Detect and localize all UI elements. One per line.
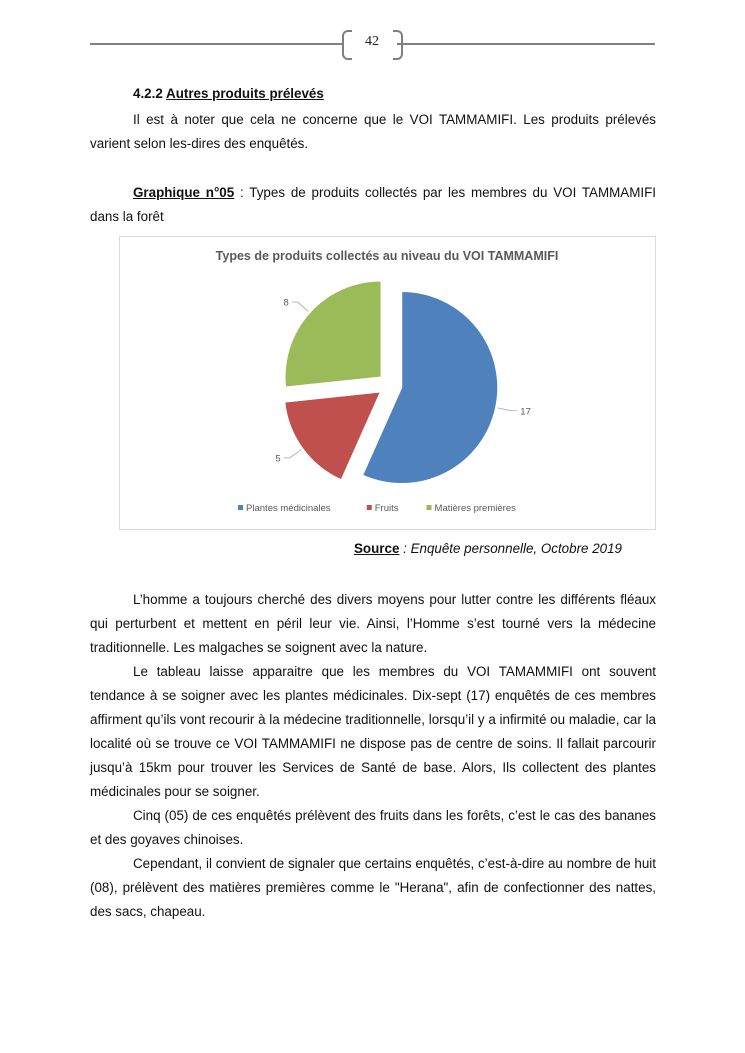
legend-swatch-plantes-medicinales: [238, 505, 243, 510]
pie-chart-frame: [119, 236, 656, 530]
pie-slice-plantes-medicinales: [363, 291, 498, 483]
data-label-leader-matieres-premieres: [292, 302, 308, 311]
paragraph-1: L’homme a toujours cherché des divers moyens pour lutter contre les différents fléaux qui perturbent et mettent en péril leur vie. Ainsi, l’Homme s’est tourné vers la médecine traditionnelle. Les malgaches se soignent avec la nature.: [90, 592, 656, 655]
pie-chart: [120, 237, 655, 529]
intro-paragraph: Il est à noter que cela ne concerne que le VOI TAMMAMIFI. Les produits prélevés varient selon les-dires des enquêtés.: [90, 112, 656, 151]
pie-slice-matieres-premieres: [285, 281, 381, 387]
legend-label-fruits: Fruits: [374, 503, 399, 514]
page-number-bracket-right: [393, 30, 403, 60]
page-number-bracket-left: [342, 30, 352, 60]
body-text: [90, 588, 656, 924]
paragraph-2: Le tableau laisse apparaitre que les membres du VOI TAMAMMIFI ont souvent tendance à se soigner avec les plantes médicinales. Dix-sept (17) enquêtés de ces membres affirment qu’ils vont recourir à la médecine traditionnelle, lorsqu’il y a infirmité ou maladie, car la localité où se trouve ce VOI TAMMAMIFI ne dispose pas de centre de soins. Il fallait parcourir jusqu’à 15km pour trouver les Services de Santé de base. Alors, Ils collectent des plantes médicinales pour se soigner.: [90, 664, 656, 799]
section-number: 4.2.2: [133, 86, 163, 101]
header-rule-right: [397, 43, 655, 45]
paragraph-3: Cinq (05) de ces enquêtés prélèvent des fruits dans les forêts, c’est le cas des bananes et des goyaves chinoises.: [90, 808, 656, 847]
data-label-matieres-premieres: 8: [283, 297, 289, 309]
legend-swatch-matieres-premieres: [427, 505, 432, 510]
legend-swatch-fruits: [367, 505, 372, 510]
pie-slice-fruits: [285, 392, 380, 480]
legend-label-plantes-medicinales: Plantes médicinales: [246, 503, 331, 514]
figure-caption: [90, 181, 656, 229]
figure-source: [354, 541, 622, 556]
section-title: Autres produits prélevés: [166, 86, 324, 101]
source-text: : Enquête personnelle, Octobre 2019: [399, 541, 622, 556]
header-rule-left: [90, 43, 342, 45]
section-heading: [133, 86, 324, 101]
intro-block: [90, 108, 656, 156]
figure-label: Graphique n°05: [133, 185, 235, 200]
data-label-leader-plantes-medicinales: [498, 408, 518, 411]
figure-caption-block: [90, 181, 656, 229]
data-label-leader-fruits: [284, 450, 301, 458]
paragraph-4: Cependant, il convient de signaler que certains enquêtés, c’est-à-dire au nombre de huit (08), prélèvent des matières premières comme le "Herana", afin de confectionner des nattes, des sacs, chapeau.: [90, 856, 656, 919]
source-label: Source: [354, 541, 400, 556]
data-label-plantes-medicinales: 17: [520, 406, 531, 418]
legend-label-matieres-premieres: Matières premières: [434, 503, 516, 514]
figure-caption-text: : Types de produits collectés par les membres du VOI TAMMAMIFI dans la forêt: [90, 185, 657, 224]
page-number: 42: [365, 34, 379, 49]
data-label-fruits: 5: [275, 453, 281, 465]
page-header: [90, 30, 655, 58]
chart-title: Types de produits collectés au niveau du VOI TAMMAMIFI: [215, 249, 559, 263]
